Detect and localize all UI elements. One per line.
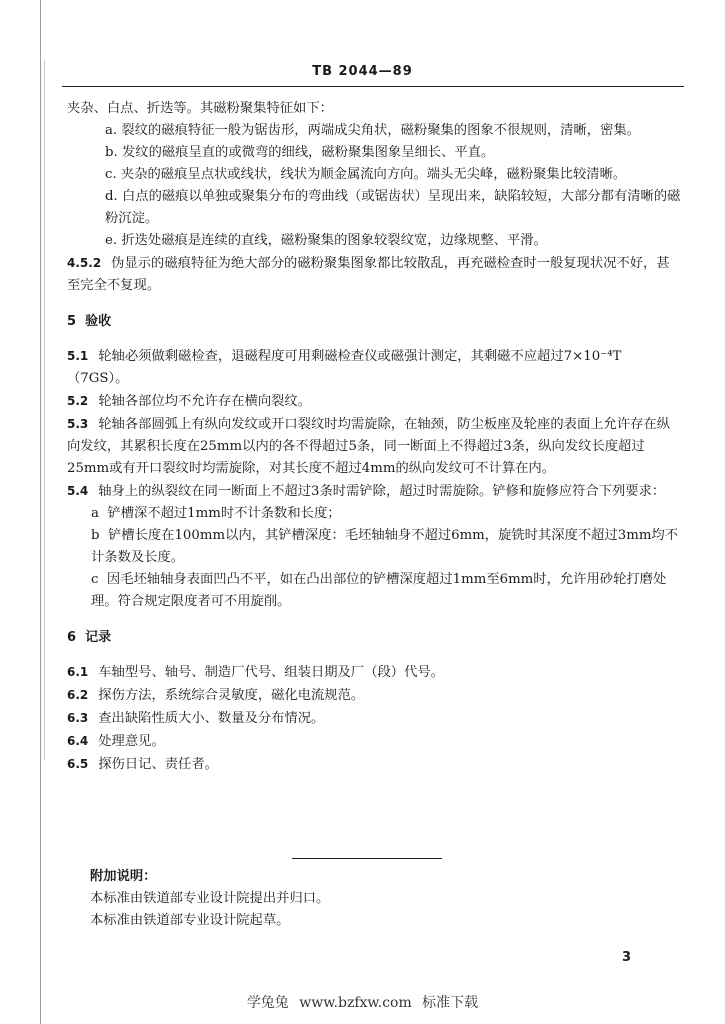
- clause-number: 5.3: [67, 417, 89, 431]
- clause-5-3: [67, 413, 682, 480]
- clause-text: 查出缺陷性质大小、数量及分布情况。: [98, 711, 325, 726]
- watermark-footer: 学兔兔 www.bzfxw.com 标准下载: [246, 995, 479, 1011]
- sub-item: [67, 569, 682, 613]
- sub-item: [67, 525, 682, 569]
- sub-text: 铲槽深不超过1mm时不计条数和长度；: [107, 506, 341, 521]
- clause-4-5-2: [67, 252, 682, 297]
- clause-5-4: [67, 480, 682, 503]
- feature-text: 折迭处磁痕是连续的直线，磁粉聚集的图象较裂纹宽，边缘规整、平滑。: [121, 233, 547, 248]
- feature-text: 夹杂的磁痕呈点状或线状，线状为顺金属流向方向。端头无尖峰，磁粉聚集比较清晰。: [120, 167, 627, 182]
- feature-text: 发纹的磁痕呈直的或微弯的细线，磁粉聚集图象呈细长、平直。: [121, 145, 495, 160]
- clause-number: 5.1: [67, 349, 89, 363]
- clause-number: 6.4: [67, 734, 89, 748]
- feature-item: [67, 186, 682, 230]
- clause-text: 轮轴各部圆弧上有纵向发纹或开口裂纹时均需旋除，在轴颈，防尘板座及轮座的表面上允许存在纵向发纹，其累积长度在25mm以内的各不得超过5条，同一断面上不得超过3条，纵向发纹长度超过25mm或有开口裂纹时均需旋除，对其长度不超过4mm的纵向发纹可不计算在内。: [67, 417, 671, 476]
- sub-text: 因毛坯轴轴身表面凹凸不平，如在凸出部位的铲槽深度超过1mm至6mm时，允许用砂轮打磨处理。符合规定限度者可不用旋削。: [91, 572, 667, 609]
- clause-number: 5.2: [67, 394, 89, 408]
- main-content: [67, 98, 682, 776]
- feature-text: 裂纹的磁痕特征一般为锯齿形，两端成尖角状，磁粉聚集的图象不很规则，清晰，密集。: [121, 123, 640, 138]
- clause-number: 6.3: [67, 711, 89, 725]
- clause-number: 4.5.2: [67, 256, 102, 270]
- clause-text: 探伤方法，系统综合灵敏度，磁化电流规范。: [98, 688, 365, 703]
- supplement-divider: [292, 858, 442, 859]
- feature-item: [67, 230, 682, 252]
- feature-item: [67, 120, 682, 142]
- supplement-title: 附加说明：: [90, 869, 157, 884]
- supplement-line: 本标准由铁道部专业设计院提出并归口。: [90, 891, 330, 906]
- clause-text: 探伤日记、责任者。: [98, 757, 218, 772]
- section-title: 验收: [85, 314, 112, 329]
- header-divider: [62, 86, 684, 87]
- scan-margin-line: [40, 0, 41, 1024]
- feature-label: d.: [105, 189, 118, 204]
- clause-number: 6.2: [67, 688, 89, 702]
- section-number: 6: [67, 630, 77, 645]
- clause-text: 伪显示的磁痕特征为绝大部分的磁粉聚集图象都比较散乱，再充磁检查时一般复现状况不好，甚至完全不复现。: [67, 256, 670, 293]
- section-5-heading: [67, 311, 682, 333]
- sub-label: a: [91, 506, 99, 521]
- clause-text: 车轴型号、轴号、制造厂代号、组装日期及厂（段）代号。: [98, 665, 444, 680]
- page-header: TB 2044—89: [312, 64, 413, 79]
- feature-item: [67, 142, 682, 164]
- feature-label: e.: [105, 233, 118, 248]
- clause-number: 5.4: [67, 484, 89, 498]
- supplement-line: 本标准由铁道部专业设计院起草。: [90, 913, 290, 928]
- sub-label: b: [91, 528, 100, 543]
- feature-text: 白点的磁痕以单独或聚集分布的弯曲线（或锯齿状）呈现出来，缺陷较短，大部分都有清晰的磁粉沉淀。: [105, 189, 681, 226]
- clause-6-4: [67, 730, 682, 753]
- clause-text: 轮轴各部位均不允许存在横向裂纹。: [98, 394, 312, 409]
- clause-number: 6.1: [67, 665, 89, 679]
- clause-text: 处理意见。: [98, 734, 165, 749]
- sub-label: c: [91, 572, 99, 587]
- clause-6-5: [67, 753, 682, 776]
- clause-6-3: [67, 707, 682, 730]
- clause-text: 轴身上的纵裂纹在同一断面上不超过3条时需铲除，超过时需旋除。铲修和旋修应符合下列要求：: [98, 484, 666, 499]
- sub-item: [67, 503, 682, 525]
- sub-text: 铲槽长度在100mm以内，其铲槽深度：毛坯轴轴身不超过6mm，旋铣时其深度不超过3mm均不计条数及长度。: [91, 528, 679, 565]
- section-title: 记录: [85, 630, 112, 645]
- clause-6-1: [67, 661, 682, 684]
- section-number: 5: [67, 314, 77, 329]
- feature-item: [67, 164, 682, 186]
- supplementary-notes: [90, 866, 329, 932]
- feature-label: b.: [105, 145, 118, 160]
- clause-text: 轮轴必须做剩磁检查，退磁程度可用剩磁检查仪或磁强计测定，其剩磁不应超过7×10⁻⁴T（7GS）。: [67, 349, 622, 386]
- scan-margin-line: [44, 60, 45, 760]
- feature-label: c.: [105, 167, 117, 182]
- section-6-heading: [67, 627, 682, 649]
- continuation-text: 夹杂、白点、折迭等。其磁粉聚集特征如下：: [67, 101, 333, 116]
- clause-6-2: [67, 684, 682, 707]
- feature-label: a.: [105, 123, 118, 138]
- clause-5-1: [67, 345, 682, 390]
- page-number: 3: [622, 950, 632, 965]
- clause-5-2: [67, 390, 682, 413]
- clause-number: 6.5: [67, 757, 89, 771]
